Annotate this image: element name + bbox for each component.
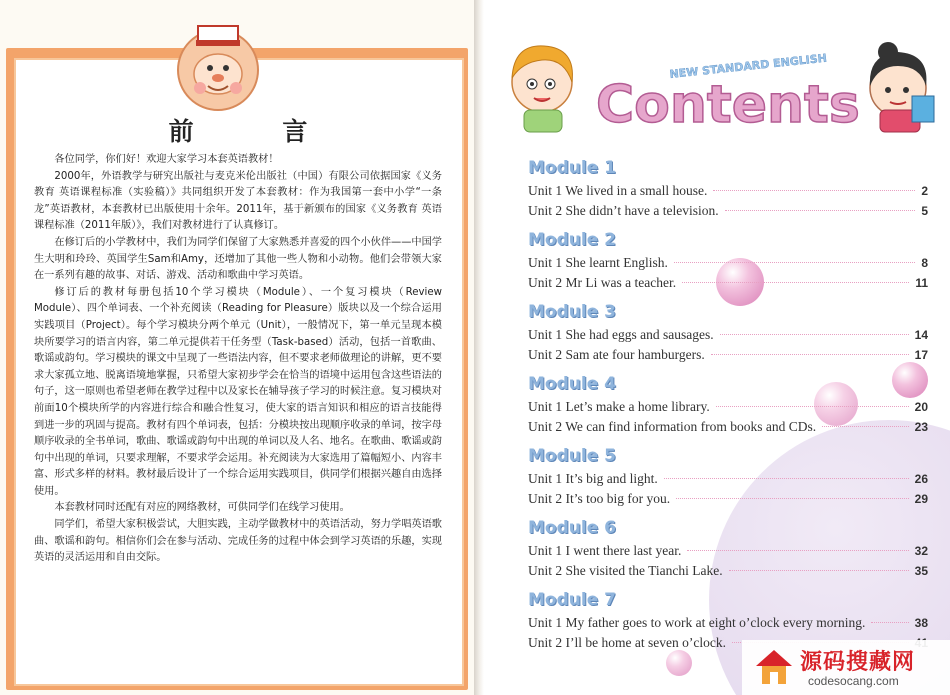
module-block bbox=[528, 443, 928, 509]
leader-dots bbox=[716, 406, 909, 407]
module-heading: Module 2 bbox=[528, 230, 616, 250]
preface-paragraph: 2000年，外语教学与研究出版社与麦克米伦出版社（中国）有限公司依据国家《义务教育 英语课程标准（实验稿）》共同组织开发了本套教材：作为我国第一套中小学“一条龙”英语教材，本套教材已出版使用十余年。2011年，基于新颁布的国家《义务教育 英语课程标准（2011年版）》，我们对教材进行了认真修订。 bbox=[34, 170, 442, 232]
leader-dots bbox=[871, 622, 908, 623]
module-heading: Module 3 bbox=[528, 302, 616, 322]
toc-entry[interactable] bbox=[528, 489, 928, 509]
leader-dots bbox=[682, 282, 909, 283]
toc-page-number: 35 bbox=[914, 564, 928, 578]
toc-page-number: 20 bbox=[914, 400, 928, 414]
toc-page-number: 14 bbox=[914, 328, 928, 342]
toc-entry[interactable] bbox=[528, 181, 928, 201]
toc-page-number: 5 bbox=[921, 204, 928, 218]
leader-dots bbox=[674, 262, 915, 263]
toc-page-number: 8 bbox=[921, 256, 928, 270]
toc-page-number: 11 bbox=[915, 276, 928, 290]
toc-entry[interactable] bbox=[528, 253, 928, 273]
book-gutter bbox=[474, 0, 484, 695]
preface-body bbox=[34, 152, 442, 567]
toc-page-number: 17 bbox=[914, 348, 928, 362]
toc-entry[interactable] bbox=[528, 561, 928, 581]
toc-entry[interactable] bbox=[528, 417, 928, 437]
toc-entry[interactable] bbox=[528, 541, 928, 561]
toc-entry-title: Unit 2 She didn’t have a television. bbox=[528, 203, 719, 218]
module-block bbox=[528, 155, 928, 221]
banner-main-title: Contents bbox=[596, 75, 860, 135]
leader-dots bbox=[729, 570, 909, 571]
toc-entry-title: Unit 2 She visited the Tianchi Lake. bbox=[528, 563, 723, 578]
toc-entry[interactable] bbox=[528, 345, 928, 365]
module-block bbox=[528, 371, 928, 437]
toc-entry-title: Unit 1 Let’s make a home library. bbox=[528, 399, 710, 414]
preface-paragraph: 在修订后的小学教材中，我们为同学们保留了大家熟悉并喜爱的四个小伙伴——中国学生大明和玲玲、英国学生Sam和Amy，还增加了其他一些人物和小动物。他们会带领大家在一系列有趣的故事、对话、游戏、活动和歌曲中学习英语。 bbox=[34, 236, 442, 282]
leader-dots bbox=[687, 550, 908, 551]
boy-mascot-illustration bbox=[170, 14, 266, 114]
preface-paragraph: 各位同学，你们好！欢迎大家学习本套英语教材！ bbox=[54, 154, 279, 165]
module-block bbox=[528, 299, 928, 365]
module-block bbox=[528, 227, 928, 293]
preface-title: 前 言 bbox=[168, 117, 348, 146]
toc-entry-title: Unit 1 We lived in a small house. bbox=[528, 183, 708, 198]
toc-entry[interactable] bbox=[528, 325, 928, 345]
preface-paragraph: 修订后的教材每册包括10个学习模块（Module）、一个复习模块（Review Module）、四个单词表、一个补充阅读（Reading for Pleasure）版块以及一个综合运用实践项目（Project）。每个学习模块分两个单元（Unit），一般情况下，第一单元呈现本模块所要学习的语言内容，第二单元提供若干任务型（Task-based）活动，包括一首歌曲、歌谣或韵句。学习模块的课文中呈现了一些语法内容，但不要求老师做理论的讲解，更不要求大家孤立地、脱离语境地掌握，只希望大家初步学会在恰当的语境中运用包含这些语法的句子，这一原则也希望老师在教学过程中以及家长在辅导孩子学习的时候注意。复习模块对前面10个模块所学的内容进行综合和融合性复习，使大家的语言知识和相应的语言技能得到进一步的巩固与提高。教材有四个单词表，包括：分模块按出现顺序收录的单词，按字母顺序收录的全书单词，歌曲、歌谣或韵句中出现的单词以及人名、地名。在歌曲、歌谣或韵句中出现的单词，只要求理解，不要求学会运用。补充阅读为大家选用了篇幅短小、内容丰富、形式多样的材料。教材最后设计了一个综合运用实践项目，供同学们根据兴趣自由选择使用。 bbox=[34, 286, 442, 497]
girl-illustration-right bbox=[870, 42, 934, 132]
table-of-contents bbox=[528, 155, 928, 659]
toc-entry-title: Unit 2 I’ll be home at seven o’clock. bbox=[528, 635, 726, 650]
module-heading: Module 6 bbox=[528, 518, 616, 538]
house-logo-icon bbox=[752, 644, 796, 688]
banner-small-title: NEW STANDARD ENGLISH bbox=[668, 51, 828, 81]
toc-page-number: 26 bbox=[914, 472, 928, 486]
leader-dots bbox=[676, 498, 909, 499]
leader-dots bbox=[711, 354, 909, 355]
preface-paragraph: 同学们，希望大家积极尝试，大胆实践，主动学做教材中的英语活动，努力学唱英语歌曲、歌谣和韵句。相信你们会在参与活动、完成任务的过程中体会到学习英语的乐趣，实现英语的灵活运用和自由交际。 bbox=[34, 519, 442, 564]
toc-entry[interactable] bbox=[528, 397, 928, 417]
toc-page-number: 38 bbox=[914, 616, 928, 630]
toc-entry[interactable] bbox=[528, 613, 928, 633]
toc-entry[interactable] bbox=[528, 469, 928, 489]
toc-page-number: 32 bbox=[914, 544, 928, 558]
contents-page bbox=[484, 0, 950, 695]
toc-entry-title: Unit 1 She had eggs and sausages. bbox=[528, 327, 714, 342]
module-heading: Module 7 bbox=[528, 590, 616, 610]
toc-entry-title: Unit 2 It’s too big for you. bbox=[528, 491, 671, 506]
toc-page-number: 2 bbox=[921, 184, 928, 198]
module-block bbox=[528, 515, 928, 581]
leader-dots bbox=[664, 478, 909, 479]
toc-entry[interactable] bbox=[528, 201, 928, 221]
watermark-text: 源码搜藏网 bbox=[800, 650, 916, 675]
leader-dots bbox=[713, 190, 915, 191]
toc-entry-title: Unit 1 She learnt English. bbox=[528, 255, 668, 270]
preface-paragraph: 本套教材同时还配有对应的网络教材，可供同学们在线学习使用。 bbox=[54, 502, 350, 514]
toc-entry-title: Unit 2 We can find information from books and CDs. bbox=[528, 419, 817, 434]
leader-dots bbox=[720, 334, 909, 335]
toc-entry-title: Unit 2 Mr Li was a teacher. bbox=[528, 275, 677, 290]
toc-page-number: 23 bbox=[914, 420, 928, 434]
module-heading: Module 4 bbox=[528, 374, 616, 394]
toc-entry-title: Unit 1 I went there last year. bbox=[528, 543, 682, 558]
toc-entry-title: Unit 1 It’s big and light. bbox=[528, 471, 658, 486]
girl-illustration-left bbox=[512, 46, 572, 132]
toc-page-number: 29 bbox=[914, 492, 928, 506]
module-heading: Module 5 bbox=[528, 446, 616, 466]
leader-dots bbox=[725, 210, 916, 211]
toc-entry-title: Unit 2 Sam ate four hamburgers. bbox=[528, 347, 705, 362]
watermark-url[interactable]: codesocang.com bbox=[808, 674, 899, 688]
module-heading: Module 1 bbox=[528, 158, 616, 178]
leader-dots bbox=[822, 426, 909, 427]
toc-entry-title: Unit 1 My father goes to work at eight o’clock every morning. bbox=[528, 615, 866, 630]
contents-banner bbox=[484, 0, 950, 150]
toc-entry[interactable] bbox=[528, 273, 928, 293]
